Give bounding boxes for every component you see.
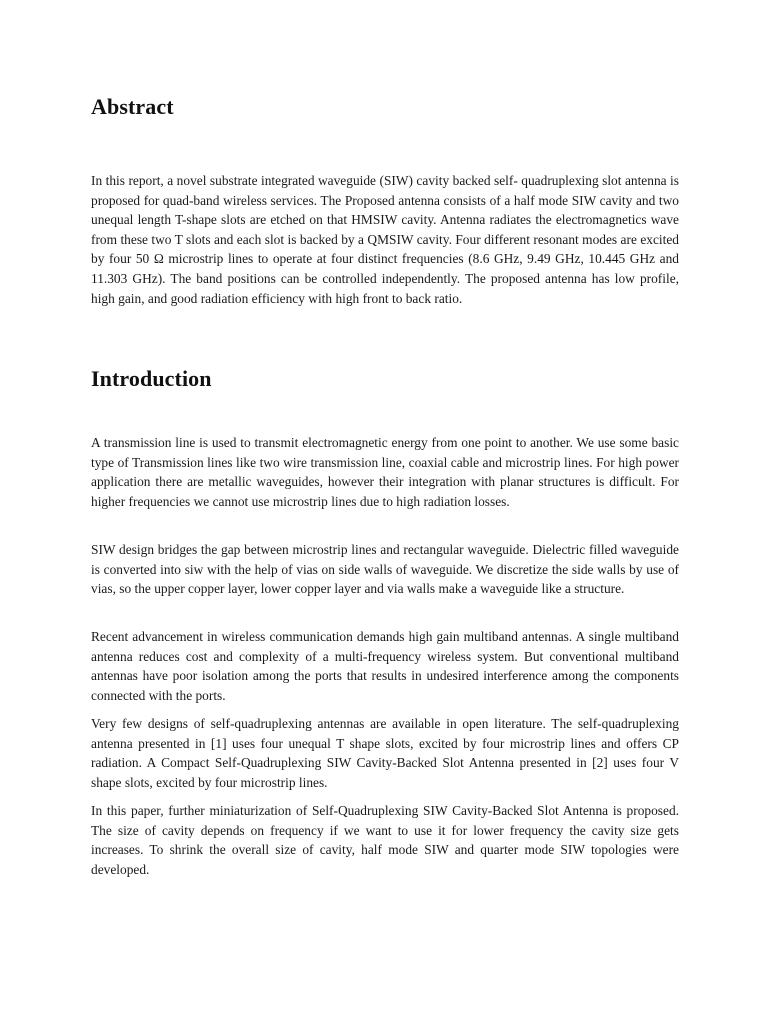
abstract-heading: Abstract bbox=[91, 94, 174, 119]
introduction-paragraph-2: SIW design bridges the gap between microstrip lines and rectangular waveguide. Dielectric filled waveguide is converted into siw with the help of vias on side walls of waveguide. We discretize the side walls by use of vias, so the upper copper layer, lower copper layer and via walls make a waveguide like a structure. bbox=[91, 542, 679, 597]
introduction-paragraph-5: In this paper, further miniaturization of Self-Quadruplexing SIW Cavity-Backed Slot Antenna is proposed. The size of cavity depends on frequency if we want to use it for lower frequency the cavity size gets increases. To shrink the overall size of cavity, half mode SIW and quarter mode SIW topologies were developed. bbox=[91, 803, 679, 877]
introduction-heading: Introduction bbox=[91, 366, 212, 391]
introduction-paragraph-1: A transmission line is used to transmit electromagnetic energy from one point to another. We use some basic type of Transmission lines like two wire transmission line, coaxial cable and microstrip lines. For high power application there are metallic waveguides, however their integration with planar structures is difficult. For higher frequencies we cannot use microstrip lines due to high radiation losses. bbox=[91, 435, 679, 509]
introduction-paragraph-4: Very few designs of self-quadruplexing antennas are available in open literature. The self-quadruplexing antenna presented in [1] uses four unequal T shape slots, excited by four microstrip lines and offers CP radiation. A Compact Self-Quadruplexing SIW Cavity-Backed Slot Antenna presented in [2] uses four V shape slots, excited by four microstrip lines. bbox=[91, 716, 679, 790]
introduction-paragraph-3: Recent advancement in wireless communication demands high gain multiband antennas. A single multiband antenna reduces cost and complexity of a multi-frequency wireless system. But conventional multiband antennas have poor isolation among the ports that results in undesired interference among the components connected with the ports. bbox=[91, 629, 679, 703]
abstract-paragraph: In this report, a novel substrate integrated waveguide (SIW) cavity backed self- quadruplexing slot antenna is proposed for quad-band wireless services. The Proposed antenna consists of a half mode SIW cavity and two unequal length T-shape slots are etched on that HMSIW cavity. Antenna radiates the electromagnetics wave from these two T slots and each slot is backed by a QMSIW cavity. Four different resonant modes are excited by four 50 Ω microstrip lines to operate at four distinct frequencies (8.6 GHz, 9.49 GHz, 10.445 GHz and 11.303 GHz). The band positions can be controlled independently. The proposed antenna has low profile, high gain, and good radiation efficiency with high front to back ratio. bbox=[91, 173, 679, 306]
